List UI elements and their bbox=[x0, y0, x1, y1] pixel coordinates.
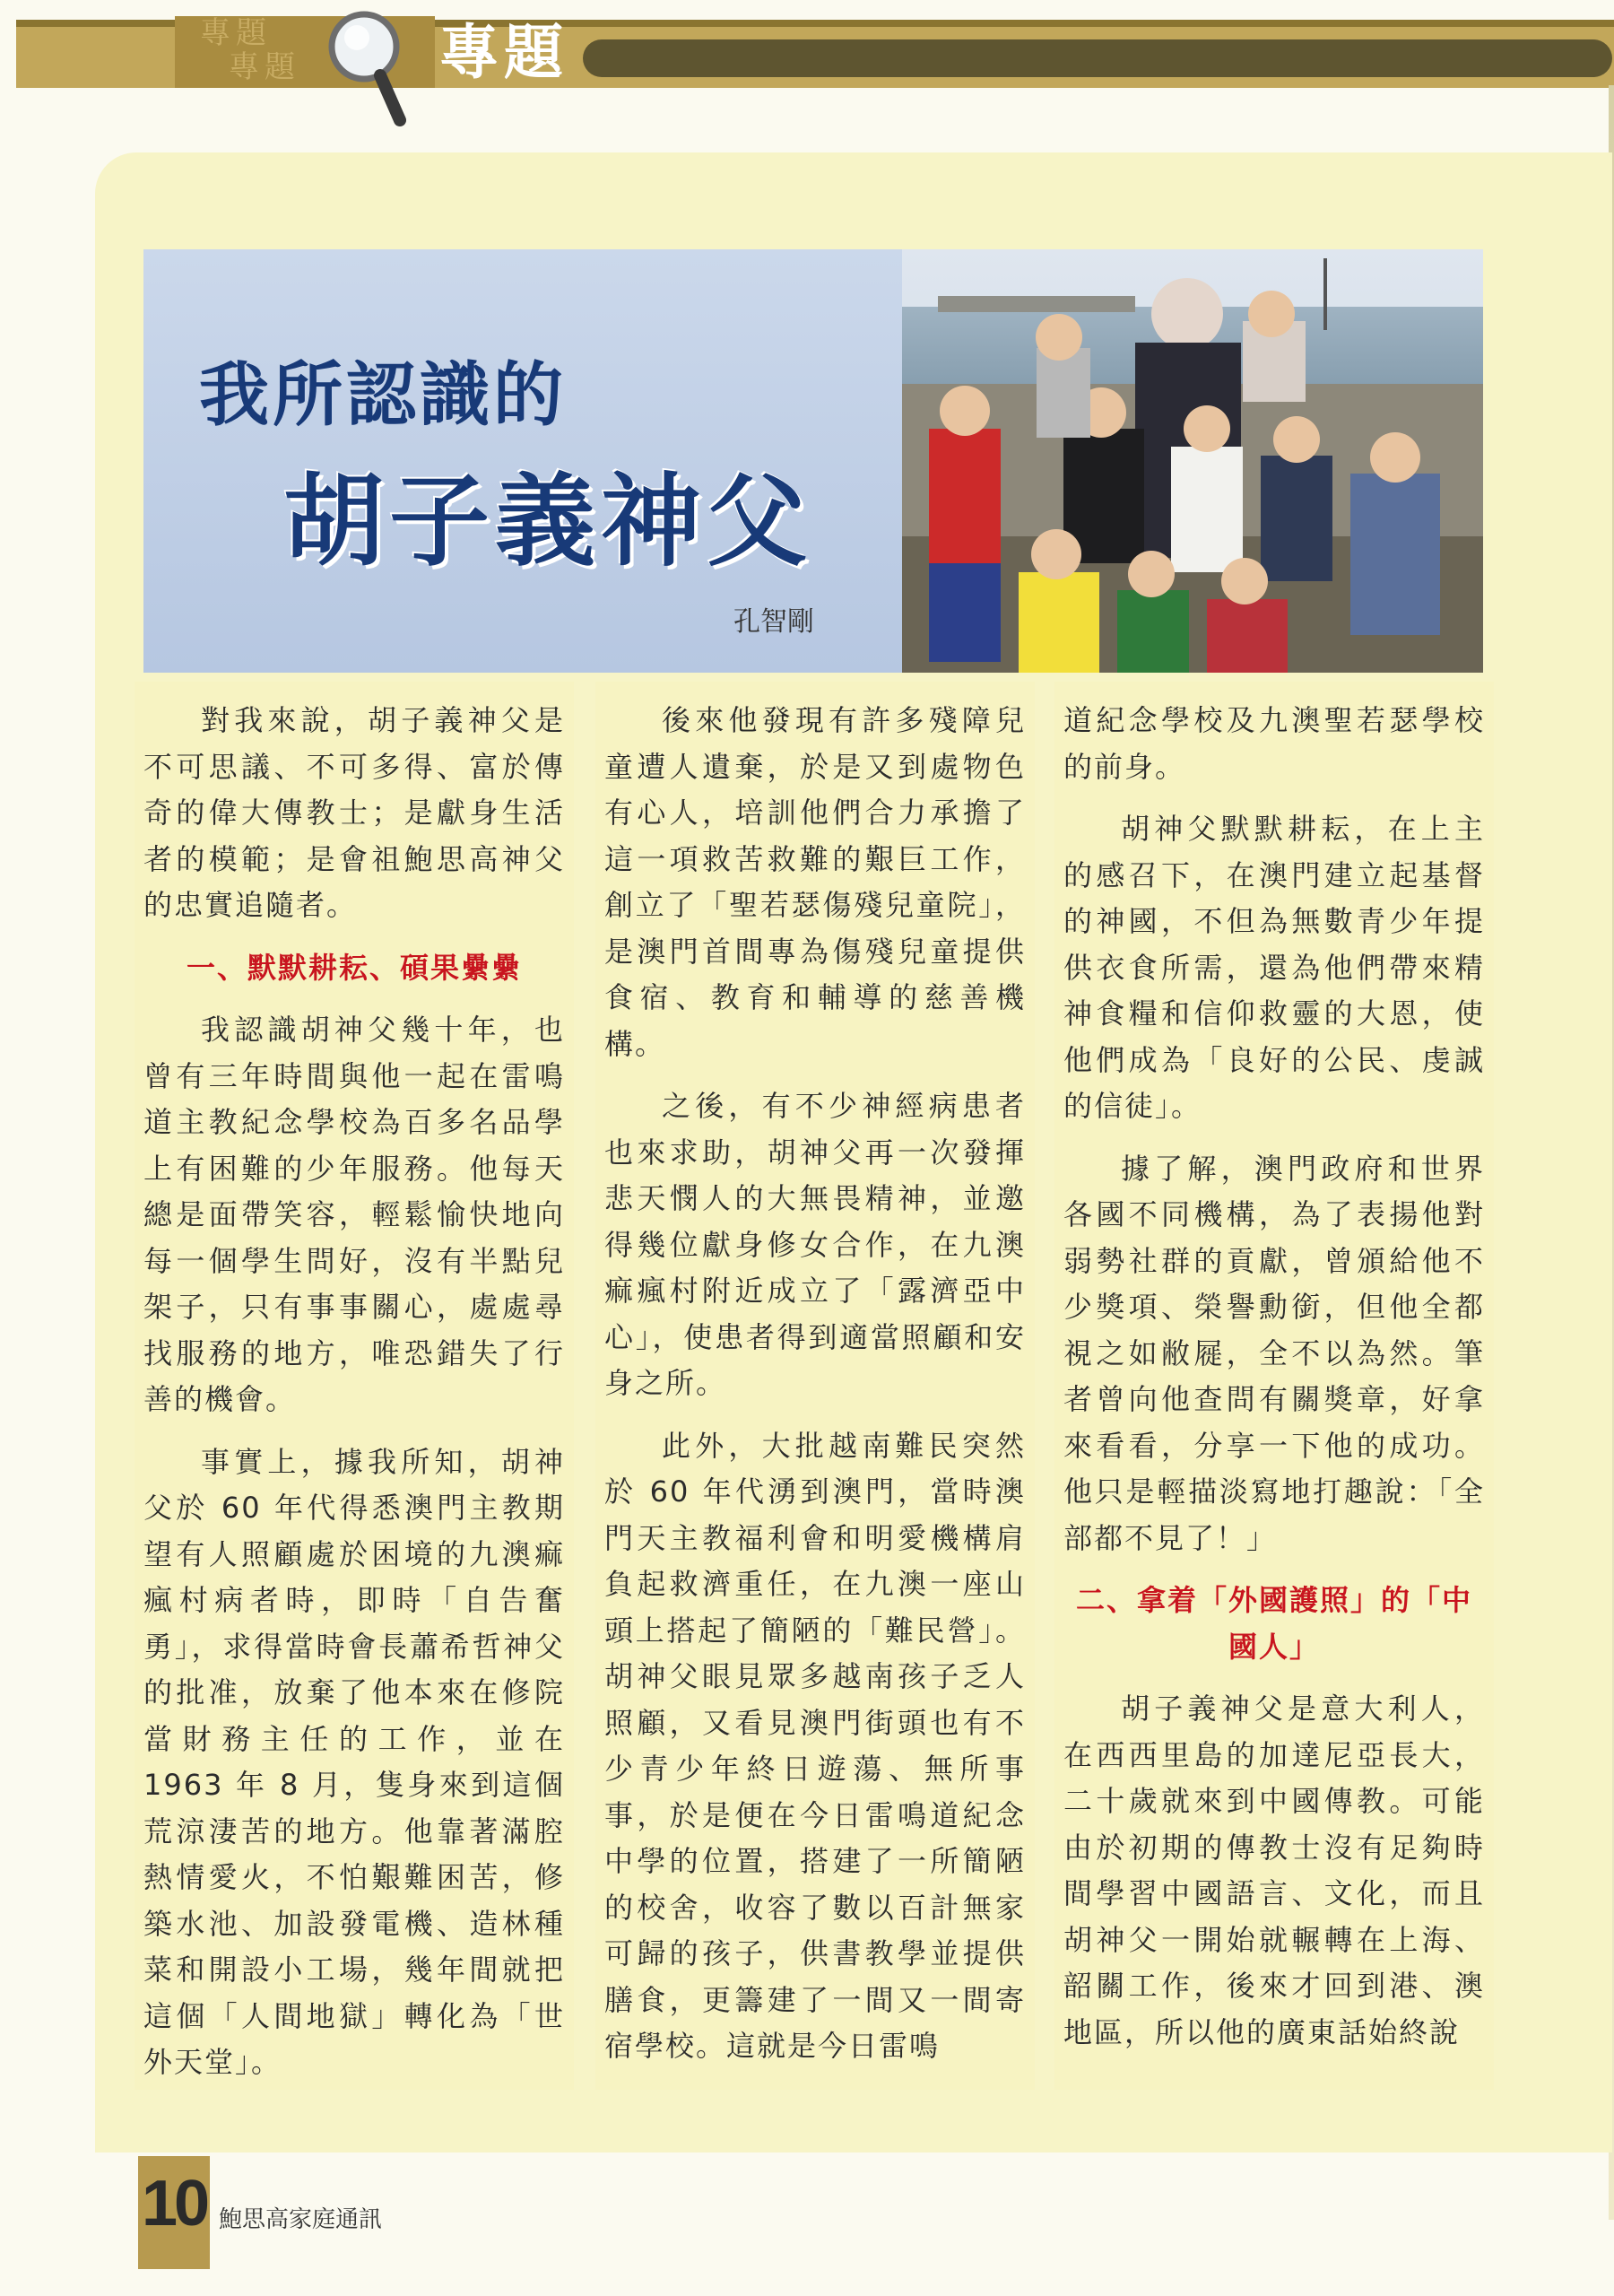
section-heading: 一、默默耕耘、碩果纍纍 bbox=[186, 950, 522, 985]
article-column-2 bbox=[604, 698, 1026, 2086]
article-author: 孔智剛 bbox=[733, 606, 814, 638]
paragraph: 此外，大批越南難民突然於 60 年代湧到澳門，當時澳門天主教福利會和明愛機構肩負起救濟重任，在九澳一座山頭上搭起了簡陋的「難民營」。胡神父眼見眾多越南孩子乏人照顧，又看見澳門街頭也有不少青少年終日遊蕩、無所事事，於是便在今日雷鳴道紀念中學的位置，搭建了一所簡陋的校舍，收容了數以百計無家可歸的孩子，供書教學並提供膳食，更籌建了一間又一間寄宿學校。這就是今日雷鳴 bbox=[604, 1428, 1026, 2063]
section-title: 專題 bbox=[439, 18, 568, 87]
page-number: 10 bbox=[142, 2168, 207, 2239]
paragraph: 我認識胡神父幾十年，也曾有三年時間與他一起在雷鳴道主教紀念學校為百多名品學上有困難的少年服務。他每天總是面帶笑容，輕鬆愉快地向每一個學生問好，沒有半點兒架子，只有事事關心，處處尋找服務的地方，唯恐錯失了行善的機會。 bbox=[143, 1013, 565, 1416]
header-deco-line: 專題 bbox=[229, 49, 300, 85]
group-photo bbox=[902, 249, 1483, 673]
header-deco-line: 專題 bbox=[200, 15, 272, 51]
paragraph: 之後，有不少神經病患者也來求助，胡神父再一次發揮悲天憫人的大無畏精神，並邀得幾位獻身修女合作，在九澳痲瘋村附近成立了「露濟亞中心」，使患者得到適當照顧和安身之所。 bbox=[604, 1089, 1026, 1400]
paragraph: 胡子義神父是意大利人，在西西里島的加達尼亞長大，二十歲就來到中國傳教。可能由於初期的傳教士沒有足夠時間學習中國語言、文化，而且胡神父一開始就輾轉在上海、韶關工作，後來才回到港、澳地區，所以他的廣東話始終說 bbox=[1063, 1692, 1485, 2049]
header-pill bbox=[583, 39, 1612, 77]
paragraph: 後來他發現有許多殘障兒童遭人遺棄，於是又到處物色有心人，培訓他們合力承擔了這一項救苦救難的艱巨工作，創立了「聖若瑟傷殘兒童院」，是澳門首間專為傷殘兒童提供食宿、教育和輔導的慈善機構。 bbox=[604, 703, 1026, 1061]
publication-name: 鮑思高家庭通訊 bbox=[219, 2206, 383, 2233]
paragraph: 胡神父默默耕耘，在上主的感召下，在澳門建立起基督的神國，不但為無數青少年提供衣食所需，還為他們帶來精神食糧和信仰救靈的大恩，使他們成為「良好的公民、虔誠的信徒」。 bbox=[1063, 812, 1485, 1123]
paragraph: 據了解，澳門政府和世界各國不同機構，為了表揚他對弱勢社群的貢獻，曾頒給他不少獎項、榮譽勳銜，但他全都視之如敝屣，全不以為然。筆者曾向他查問有關獎章，好拿來看看，分享一下他的成功。他只是輕描淡寫地打趣說：「全部都不見了！」 bbox=[1063, 1151, 1485, 1555]
article-column-1 bbox=[143, 698, 565, 2102]
section-heading: 二、拿着「外國護照」的「中國人」 bbox=[1075, 1583, 1472, 1664]
article-title-line1: 我所認識的 bbox=[199, 355, 568, 436]
paragraph: 對我來說，胡子義神父是不可思議、不可多得、富於傳奇的偉大傳教士；是獻身生活者的模範；是會祖鮑思高神父的忠實追隨者。 bbox=[143, 703, 565, 922]
article-column-3 bbox=[1063, 698, 1485, 2072]
paragraph: 道紀念學校及九澳聖若瑟學校的前身。 bbox=[1063, 703, 1485, 784]
paragraph: 事實上，據我所知，胡神父於 60 年代得悉澳門主教期望有人照顧處於困境的九澳痲瘋村病者時，即時「自告奮勇」，求得當時會長蕭希哲神父的批准，放棄了他本來在修院當財務主任的工作，並在 1963 年 8 月，隻身來到這個荒涼淒苦的地方。他靠著滿腔熱情愛火，不怕艱難困苦，修築水池、加設發電機、造林種菜和開設小工場，幾年間就把這個「人間地獄」轉化為「世外天堂」。 bbox=[143, 1444, 565, 2079]
magnifier-icon bbox=[321, 7, 411, 127]
article-title-line2: 胡子義神父 bbox=[283, 464, 812, 580]
